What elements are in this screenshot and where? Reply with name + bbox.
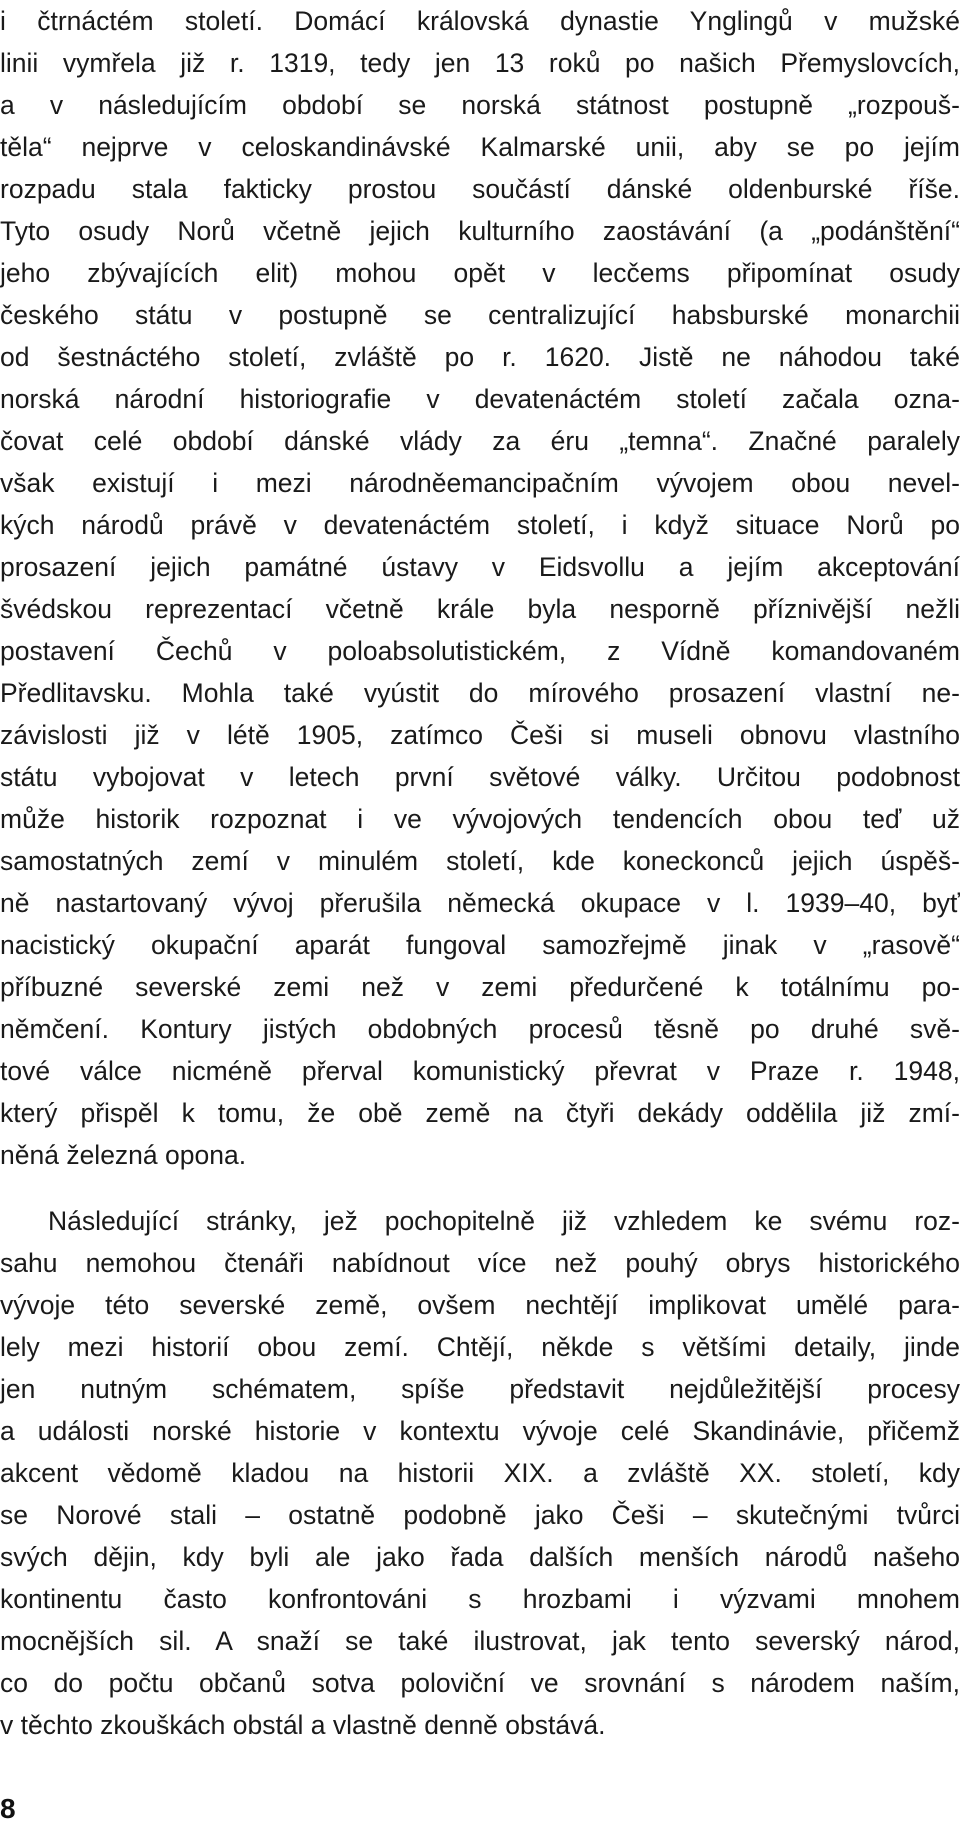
- text-line: rozpadu stala fakticky prostou součástí dánské oldenburské říše.: [0, 174, 960, 204]
- text-line: státu vybojovat v letech první světové války. Určitou podobnost: [0, 762, 960, 792]
- text-line: příbuzné severské zemi než v zemi předurčené k totálnímu po-: [0, 972, 960, 1002]
- text-line: čovat celé období dánské vlády za éru „temna“. Značné paralely: [0, 426, 960, 456]
- text-line: linii vymřela již r. 1319, tedy jen 13 roků po našich Přemyslovcích,: [0, 48, 960, 78]
- text-line: Předlitavsku. Mohla také vyústit do mírového prosazení vlastní ne-: [0, 678, 960, 708]
- text-line: Následující stránky, jež pochopitelně již vzhledem ke svému roz-: [48, 1206, 960, 1236]
- text-line: který přispěl k tomu, že obě země na čtyři dekády oddělila již zmí-: [0, 1098, 960, 1128]
- text-line: akcent vědomě kladou na historii XIX. a zvláště XX. století, kdy: [0, 1458, 960, 1488]
- text-line: prosazení jejich památné ústavy v Eidsvollu a jejím akceptování: [0, 552, 960, 582]
- text-line: samostatných zemí v minulém století, kde koneckonců jejich úspěš-: [0, 846, 960, 876]
- text-line: něná železná opona.: [0, 1140, 247, 1170]
- text-line: tové válce nicméně přerval komunistický převrat v Praze r. 1948,: [0, 1056, 960, 1086]
- text-line: nacistický okupační aparát fungoval samozřejmě jinak v „rasově“: [0, 930, 960, 960]
- text-line: však existují i mezi národněemancipačním vývojem obou nevel-: [0, 468, 960, 498]
- text-line: a události norské historie v kontextu vývoje celé Skandinávie, přičemž: [0, 1416, 960, 1446]
- text-line: těla“ nejprve v celoskandinávské Kalmarské unii, aby se po jejím: [0, 132, 960, 162]
- page-number: 8: [0, 1793, 16, 1824]
- text-line: závislosti již v létě 1905, zatímco Češi si museli obnovu vlastního: [0, 720, 960, 750]
- text-line: kých národů právě v devatenáctém století, i když situace Norů po: [0, 510, 960, 540]
- text-line: ně nastartovaný vývoj přerušila německá okupace v l. 1939–40, byť: [0, 888, 960, 918]
- text-line: Tyto osudy Norů včetně jejich kulturního zaostávání (a „podánštění“: [0, 216, 960, 246]
- text-line: může historik rozpoznat i ve vývojových tendencích obou teď už: [0, 804, 960, 834]
- text-line: kontinentu často konfrontováni s hrozbami i výzvami mnohem: [0, 1584, 960, 1614]
- text-line: mocnějších sil. A snaží se také ilustrovat, jak tento severský národ,: [0, 1626, 960, 1656]
- text-line: vývoje této severské země, ovšem nechtějí implikovat umělé para-: [0, 1290, 960, 1320]
- body-paragraph: [0, 1200, 960, 1746]
- text-line: jeho zbývajících elit) mohou opět v lecčems připomínat osudy: [0, 258, 960, 288]
- text-line: i čtrnáctém století. Domácí královská dynastie Ynglingů v mužské: [0, 6, 960, 36]
- text-line: se Norové stali – ostatně podobně jako Češi – skutečnými tvůrci: [0, 1500, 960, 1530]
- text-line: českého státu v postupně se centralizující habsburské monarchii: [0, 300, 960, 330]
- text-line: sahu nemohou čtenáři nabídnout více než pouhý obrys historického: [0, 1248, 960, 1278]
- text-line: a v následujícím období se norská státnost postupně „rozpouš-: [0, 90, 960, 120]
- text-line: švédskou reprezentací včetně krále byla nesporně příznivější nežli: [0, 594, 960, 624]
- text-line: svých dějin, kdy byli ale jako řada dalších menších národů našeho: [0, 1542, 960, 1572]
- text-line: jen nutným schématem, spíše představit nejdůležitější procesy: [0, 1374, 960, 1404]
- text-line: v těchto zkouškách obstál a vlastně denně obstává.: [0, 1710, 606, 1740]
- text-line: lely mezi historií obou zemí. Chtějí, někde s většími detaily, jinde: [0, 1332, 960, 1362]
- text-line: od šestnáctého století, zvláště po r. 1620. Jistě ne náhodou také: [0, 342, 960, 372]
- text-line: postavení Čechů v poloabsolutistickém, z Vídně komandovaném: [0, 636, 960, 666]
- text-line: němčení. Kontury jistých obdobných procesů těsně po druhé svě-: [0, 1014, 960, 1044]
- text-line: norská národní historiografie v devatenáctém století začala ozna-: [0, 384, 960, 414]
- text-line: co do počtu občanů sotva poloviční ve srovnání s národem naším,: [0, 1668, 960, 1698]
